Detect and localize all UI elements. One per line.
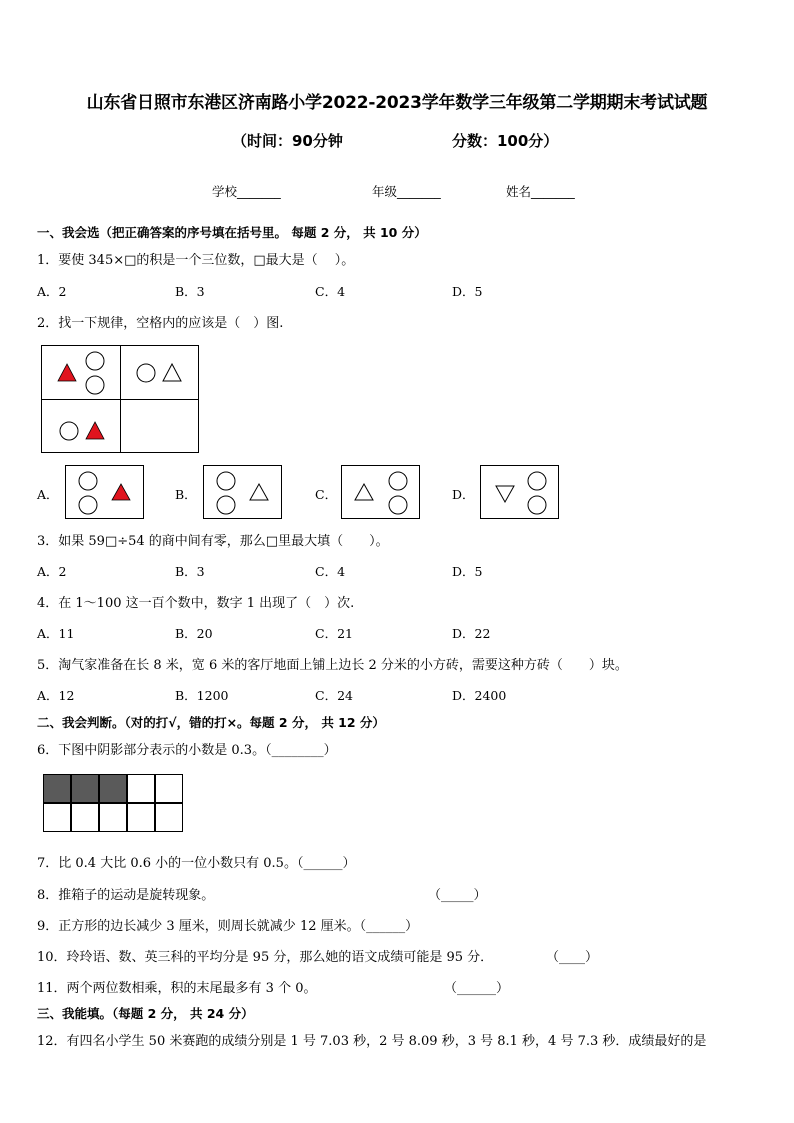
grid-cell <box>155 774 183 803</box>
grid-cell-shaded <box>99 774 127 803</box>
circle-icon <box>79 472 97 490</box>
name-field: 姓名_______ <box>506 184 575 199</box>
q4-option-b: B．20 <box>175 626 213 641</box>
q4-option-c: C．21 <box>315 626 353 641</box>
q5-option-b: B．1200 <box>175 688 229 703</box>
q2-option-d: D． <box>452 487 475 502</box>
q2-option-a: A． <box>37 487 59 502</box>
question-9: 9．正方形的边长减少 3 厘米，则周长就减少 12 厘米。（______） <box>37 919 419 934</box>
q1-option-c: C．4 <box>315 284 346 299</box>
grid-cell-shaded <box>71 774 99 803</box>
question-2: 2．找一下规律，空格内的应该是（ ）图. <box>37 316 284 331</box>
circle-icon <box>389 472 407 490</box>
grid-cell <box>99 803 127 832</box>
circle-icon <box>528 496 546 514</box>
grid-cell <box>155 803 183 832</box>
exam-time: （时间：90分钟 <box>232 132 343 150</box>
section-1-heading: 一、我会选（把正确答案的序号填在括号里。 每题 2 分， 共 10 分） <box>37 225 427 240</box>
q8-answer-blank: （_____） <box>428 888 487 903</box>
section-2-heading: 二、我会判断。（对的打√，错的打×。每题 2 分， 共 12 分） <box>37 715 385 730</box>
question-8: 8．推箱子的运动是旋转现象。 <box>37 888 215 903</box>
q3-option-c: C．4 <box>315 564 346 579</box>
question-7: 7．比 0.4 大比 0.6 小的一位小数只有 0.5。（______） <box>37 856 356 871</box>
grid-cell <box>43 803 71 832</box>
question-6: 6．下图中阴影部分表示的小数是 0.3。（________） <box>37 743 337 758</box>
question-11: 11．两个两位数相乘，积的末尾最多有 3 个 0。 <box>37 981 317 996</box>
grid-cell <box>127 803 155 832</box>
inverted-triangle-icon <box>496 486 514 502</box>
q3-option-d: D．5 <box>452 564 483 579</box>
q10-answer-blank: （____） <box>546 950 599 965</box>
question-4: 4．在 1～100 这一百个数中，数字 1 出现了（ ）次. <box>37 596 355 611</box>
q11-answer-blank: （______） <box>444 981 510 996</box>
grid-cell-shaded <box>43 774 71 803</box>
circle-icon <box>389 496 407 514</box>
grade-field: 年级_______ <box>372 184 441 199</box>
q5-option-c: C．24 <box>315 688 353 703</box>
circle-icon <box>79 496 97 514</box>
triangle-icon <box>250 484 268 500</box>
circle-icon <box>217 472 235 490</box>
section-3-heading: 三、我能填。（每题 2 分， 共 24 分） <box>37 1006 254 1021</box>
q3-option-b: B．3 <box>175 564 205 579</box>
question-10: 10．玲玲语、数、英三科的平均分是 95 分，那么她的语文成绩可能是 95 分． <box>37 950 494 965</box>
q1-option-d: D．5 <box>452 284 483 299</box>
question-5: 5．淘气家准备在长 8 米，宽 6 米的客厅地面上铺上边长 2 分米的小方砖，需要这种方砖（ ）块。 <box>37 658 628 673</box>
q4-option-d: D．22 <box>452 626 491 641</box>
filled-triangle-icon <box>112 484 130 500</box>
q3-option-a: A．2 <box>37 564 67 579</box>
triangle-icon <box>355 484 373 500</box>
question-12: 12．有四名小学生 50 米赛跑的成绩分别是 1 号 7.03 秒，2 号 8.09 秒，3 号 8.1 秒，4 号 7.3 秒．成绩最好的是 <box>37 1034 707 1049</box>
school-field: 学校_______ <box>212 184 281 199</box>
q1-option-b: B．3 <box>175 284 205 299</box>
question-1: 1．要使 345×□的积是一个三位数，□最大是（ ）。 <box>37 253 355 268</box>
q5-option-d: D．2400 <box>452 688 507 703</box>
grid-cell <box>127 774 155 803</box>
q4-option-a: A．11 <box>37 626 75 641</box>
q2-option-b: B． <box>175 487 197 502</box>
exam-score: 分数：100分） <box>452 132 559 150</box>
question-3: 3．如果 59□÷54 的商中间有零，那么□里最大填（ ）。 <box>37 534 389 549</box>
circle-icon <box>528 472 546 490</box>
page-title: 山东省日照市东港区济南路小学2022-2023学年数学三年级第二学期期末考试试题 <box>86 93 708 113</box>
circle-icon <box>217 496 235 514</box>
q2-option-c: C． <box>315 487 338 502</box>
grid-cell <box>71 803 99 832</box>
q1-option-a: A．2 <box>37 284 67 299</box>
q5-option-a: A．12 <box>37 688 75 703</box>
